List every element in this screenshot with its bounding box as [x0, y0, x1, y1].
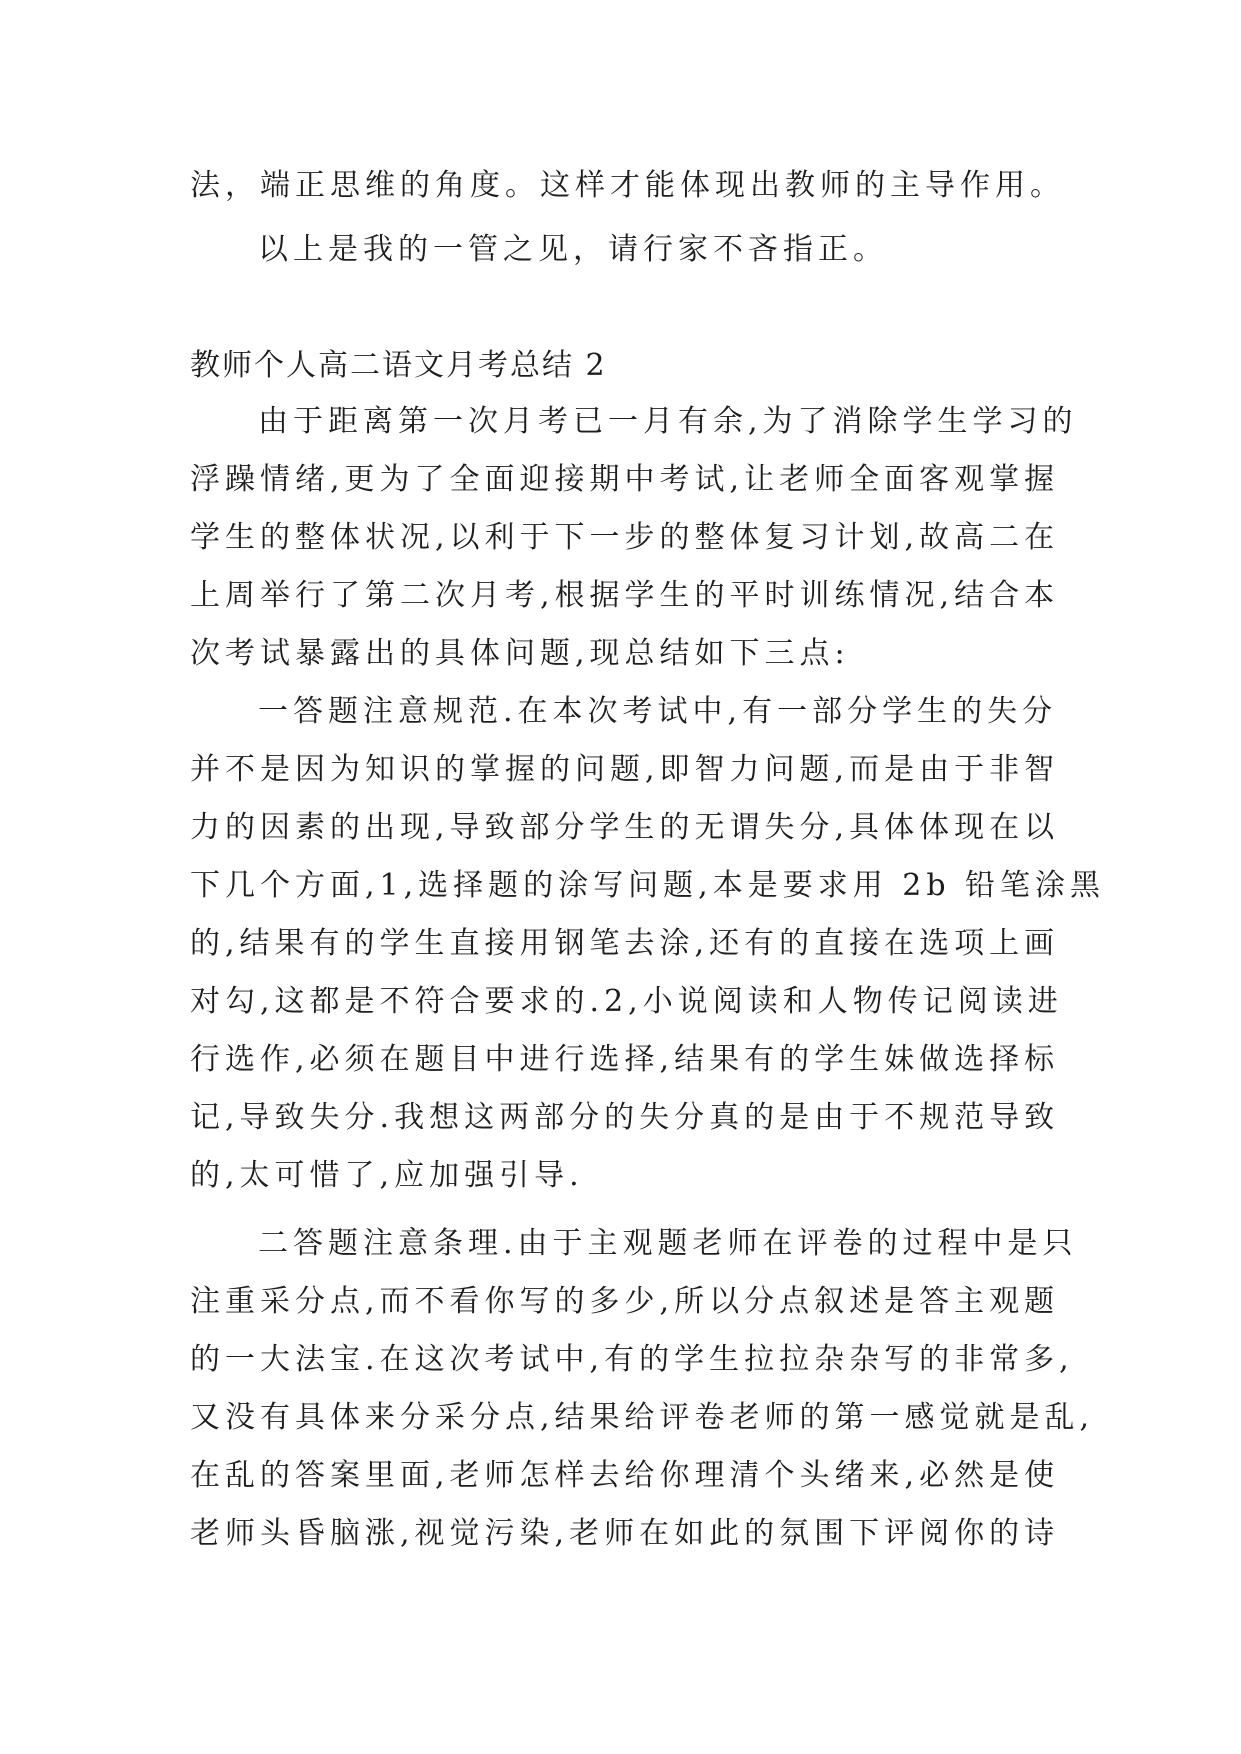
body-text-line: 注重采分点,而不看你写的多少,所以分点叙述是答主观题 [190, 1284, 1060, 1319]
body-text-line: 的,结果有的学生直接用钢笔去涂,还有的直接在选项上画 [190, 926, 1060, 961]
body-text-line: 的一大法宝.在这次考试中,有的学生拉拉杂杂写的非常多, [190, 1342, 1074, 1377]
body-text-line: 法，端正思维的角度。这样才能体现出教师的主导作用。 [190, 168, 1065, 203]
body-text-line: 上周举行了第二次月考,根据学生的平时训练情况,结合本 [190, 578, 1060, 613]
body-text-line: 由于距离第一次月考已一月有余,为了消除学生学习的 [258, 404, 1078, 439]
body-text-line: 一答题注意规范.在本次考试中,有一部分学生的失分 [258, 694, 1058, 729]
body-text-line: 的,太可惜了,应加强引导. [190, 1158, 584, 1193]
body-text-line: 力的因素的出现,导致部分学生的无谓失分,具体体现在以 [190, 810, 1060, 845]
body-text-line: 对勾,这都是不符合要求的.2,小说阅读和人物传记阅读进 [190, 984, 1063, 1019]
body-text-line: 行选作,必须在题目中进行选择,结果有的学生妹做选择标 [190, 1042, 1060, 1077]
body-text-line: 记,导致失分.我想这两部分的失分真的是由于不规范导致 [190, 1100, 1060, 1135]
body-text-line: 又没有具体来分采分点,结果给评卷老师的第一感觉就是乱, [190, 1400, 1095, 1435]
body-text-line: 以上是我的一管之见，请行家不吝指正。 [258, 232, 888, 267]
body-text-line: 学生的整体状况,以利于下一步的整体复习计划,故高二在 [190, 520, 1060, 555]
body-text-line: 在乱的答案里面,老师怎样去给你理清个头绪来,必然是使 [190, 1458, 1060, 1493]
body-text-line: 次考试暴露出的具体问题,现总结如下三点: [190, 636, 850, 671]
body-text-line: 二答题注意条理.由于主观题老师在评卷的过程中是只 [258, 1226, 1078, 1261]
body-text-line: 浮躁情绪,更为了全面迎接期中考试,让老师全面客观掌握 [190, 462, 1060, 497]
body-text-line: 老师头昏脑涨,视觉污染,老师在如此的氛围下评阅你的诗 [190, 1516, 1060, 1551]
body-text-line: 并不是因为知识的掌握的问题,即智力问题,而是由于非智 [190, 752, 1060, 787]
body-text-line: 下几个方面,1,选择题的涂写问题,本是要求用 2b 铅笔涂黑 [190, 868, 1106, 903]
section-heading: 教师个人高二语文月考总结 2 [190, 348, 607, 383]
